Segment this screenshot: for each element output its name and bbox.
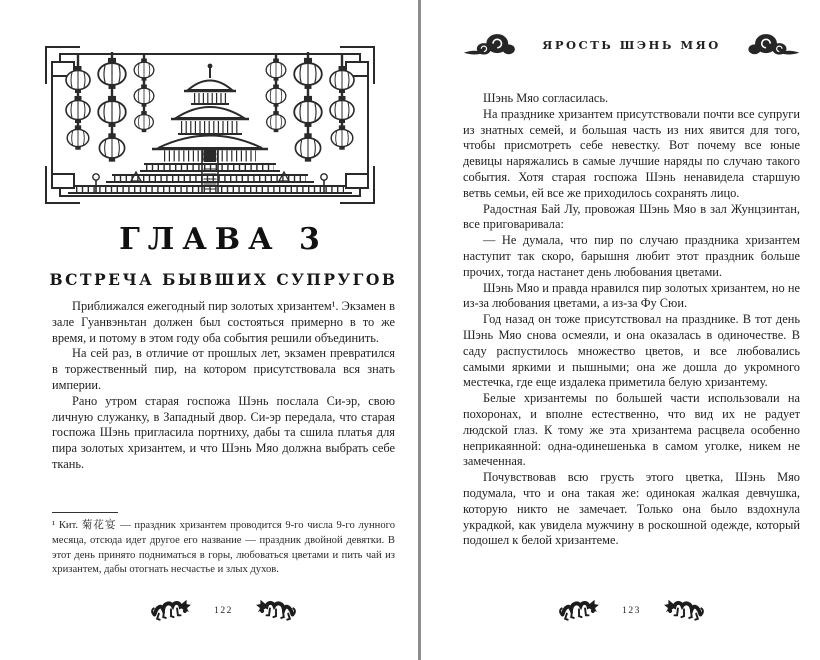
dragon-icon [558, 598, 600, 624]
right-body-text [463, 91, 800, 549]
paragraph: На сей раз, в отличие от прошлых лет, экзамен превратился в торжественный пир, на котором присутствовала вся знать империи. [52, 346, 395, 392]
paragraph: Шэнь Мяо согласилась. [483, 91, 609, 105]
left-page-footer [52, 595, 395, 627]
right-page-footer [463, 595, 800, 627]
dragon-icon [150, 598, 192, 624]
right-page [421, 0, 820, 660]
paragraph: — Не думала, что пир по случаю праздника хризантем наступит так скоро, барышня любит этот праздник больше прочих, тогда настанет день любования цветами. [463, 233, 800, 279]
running-header-title: ЯРОСТЬ ШЭНЬ МЯО [542, 38, 721, 52]
dragon-icon [255, 598, 297, 624]
page-number: 123 [622, 606, 641, 616]
paragraph: Белые хризантемы по большей части использовали на похоронах, и вполне естественно, что вид их не радует людской глаз. К тому же эта хризантема расцвела особенно неприкаянной: одна-одинешенька в самом уголке, никем не замеченная. [463, 391, 800, 469]
chapter-subtitle: ВСТРЕЧА БЫВШИХ СУПРУГОВ [49, 270, 398, 289]
paragraph: На празднике хризантем присутствовали почти все супруги из знатных семей, и большая часть из них явится для того, чтобы присмотреть себе невестку. Вот почему все юные девицы наряжались в самые лучшие наряды по случаю такого события. Хотя старая госпожа Шэнь ненавидела старшую ветвь семьи, ей все же приходилось сохранять лицо. [463, 106, 800, 200]
footnote-text: ¹ Кит. 菊花宴 — праздник хризантем проводится 9-го числа 9-го лунного месяца, отсюда идет другое его название — праздник двойной девятки. В этот день принято подниматься в горы, любоваться цветами и пить чай из хризантем, дабы отогнать несчастье и злых духов. [52, 520, 395, 576]
running-header [463, 30, 800, 60]
footnote-divider [52, 512, 118, 513]
page-number: 122 [214, 606, 233, 616]
paragraph: Год назад он тоже присутствовал на празднике. В тот день Шэнь Мяо снова осмеяли, и она оказалась в одиночестве. В саду распустилось множество цветов, и все любовались самыми яркими и пышными; она же дошла до укромного местечка, где еще издалека приметила белую хризантему. [463, 312, 800, 390]
paragraph: Приближался ежегодный пир золотых хризантем¹. Экзамен в зале Гуанвэньтан должен был состояться примерно в то же время, и потому в этом году оба события решили объединить. [52, 299, 395, 345]
temple-illustration-icon [40, 44, 380, 206]
dragon-icon [663, 598, 705, 624]
paragraph: Шэнь Мяо и правда нравился пир золотых хризантем, но не из-за любования цветами, а из-за Фу Сюи. [463, 280, 800, 311]
cloud-icon [463, 31, 516, 59]
cloud-icon [747, 31, 800, 59]
chapter-title: ГЛАВА 3 [119, 222, 328, 257]
paragraph: Почувствовав всю грусть этого цветка, Шэнь Мяо подумала, что и она такая же: одинокая жалкая девчушка, которую никто не замечает. Только она было вздохнула украдкой, как увидела мужчину в роскошной одежде, который подошел к белой хризантеме. [463, 470, 800, 548]
paragraph: Радостная Бай Лу, провожая Шэнь Мяо в зал Жунцзинтан, все приговаривала: [463, 201, 800, 232]
left-body-text [52, 299, 395, 473]
paragraph: Рано утром старая госпожа Шэнь послала Си-эр, свою личную служанку, в Западный двор. Си-эр передала, что старая госпожа Шэнь пригласила портниху, дабы та сшила платья для пира золотых хризантем, и что Шэнь Мяо должна выбрать себе ткань. [52, 393, 395, 471]
